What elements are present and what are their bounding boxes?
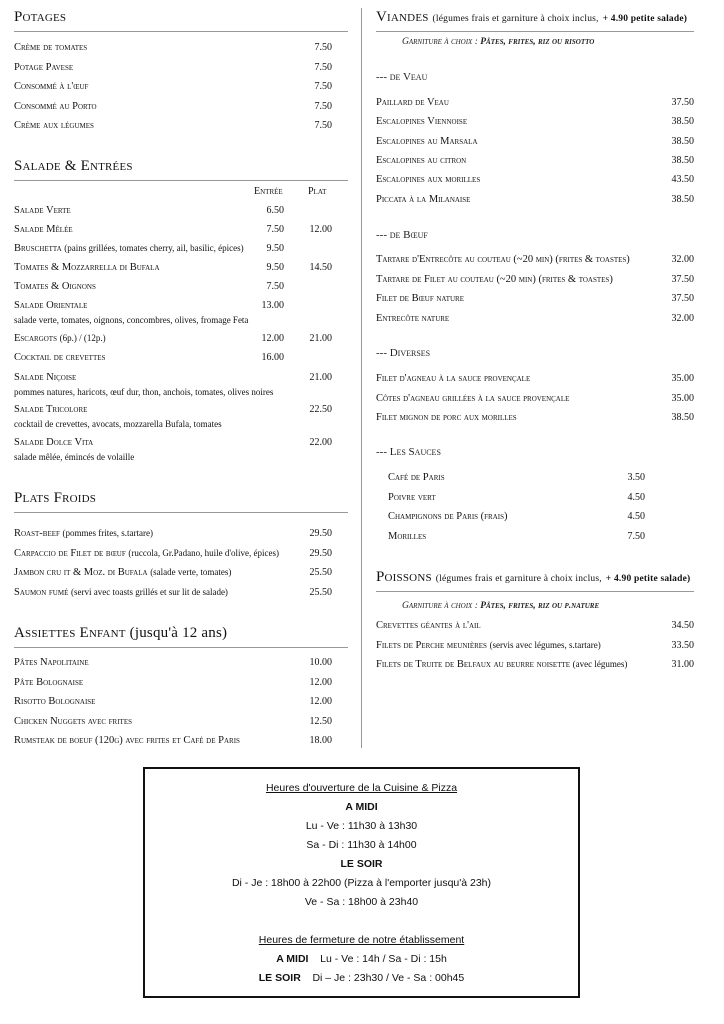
menu-item-label: Escalopines au citron [376, 154, 467, 166]
soir-weekday-hours: Di - Je : 18h00 à 22h00 (Pizza à l'emporter jusqu'à 23h) [231, 877, 492, 889]
menu-item-price: 7.50 [314, 81, 332, 92]
menu-item-price: 3.50 [627, 472, 645, 483]
menu-item-label: Escalopines aux morilles [376, 174, 481, 186]
closing-hours-title: Heures de fermeture de notre établissement [258, 934, 465, 946]
menu-item-name [376, 313, 449, 324]
menu-item-label: Chicken Nuggets avec frites [14, 715, 133, 727]
menu-item-label: Risotto Bolognaise [14, 696, 96, 707]
salade-item-name [14, 224, 73, 235]
enfant-title-main: Assiettes Enfant [14, 625, 126, 641]
plats-froids-title: Plats Froids [14, 490, 97, 506]
menu-item-price: 29.50 [309, 547, 332, 559]
menu-item-label: Rumsteak de boeuf (120g) avec frites et Café de Paris [14, 735, 240, 746]
menu-item-label: Filets de Perche meunières [376, 639, 487, 651]
salade-item-name [14, 281, 96, 292]
enfant-title [14, 625, 227, 642]
menu-item-name [14, 101, 97, 112]
menu-item-label: Roast-beef [14, 528, 60, 539]
closing-soir-label: LE SOIR [258, 972, 301, 984]
salade-item-description: salade verte, tomates, oignons, concombres, olives, fromage Feta [14, 315, 249, 325]
salade-item-note: (6p.) / (12p.) [59, 333, 106, 343]
salade-price-entree: 12.00 [261, 333, 284, 344]
menu-item-name [376, 174, 480, 185]
menu-item-price: 25.50 [309, 586, 332, 598]
menu-item-price: 25.50 [309, 567, 332, 578]
menu-item-price: 12.00 [309, 696, 332, 707]
menu-item-name [14, 548, 279, 559]
menu-item-label: Piccata à la Milanaise [376, 193, 471, 205]
menu-item-name [376, 155, 466, 166]
menu-item-label: Tartare de Filet au couteau (~20 min) (frites & toastes) [376, 273, 613, 285]
viandes-title [376, 9, 687, 26]
salade-price-plat: 21.00 [309, 333, 332, 344]
menu-item-price: 4.50 [627, 491, 645, 503]
menu-item-name [14, 696, 95, 707]
midi-label: A MIDI [345, 801, 378, 813]
salades-title: Salade & Entrées [14, 158, 133, 174]
menu-item-price: 38.50 [671, 412, 694, 423]
salade-item-name [14, 262, 160, 273]
menu-item-label: Escalopines au Marsala [376, 135, 478, 147]
menu-item-note: (ruccola, Gr.Padano, huile d'olive, épices) [128, 547, 279, 558]
boeuf-heading: --- de Bœuf [376, 229, 428, 241]
menu-item-name [376, 659, 627, 670]
viandes-title-main: Viandes [376, 9, 429, 25]
menu-item-label: Carpaccio de Filet de bœuf [14, 547, 126, 559]
menu-item-name [376, 274, 613, 285]
menu-item-name [376, 194, 470, 205]
menu-item-label: Crevettes géantes à l'ail [376, 620, 481, 631]
menu-item-label: Morilles [388, 530, 427, 542]
salades-rule [14, 180, 348, 181]
salade-item-name [14, 333, 106, 344]
menu-item-note: (servi avec toasts grillés et sur lit de salade) [70, 586, 228, 597]
sauces-heading: --- Les Sauces [376, 446, 441, 458]
menu-item-name [14, 677, 83, 688]
menu-item-name [14, 120, 94, 131]
salade-item-label: Salade Orientale [14, 300, 88, 311]
menu-item-name [376, 373, 530, 384]
salade-item-name [14, 372, 76, 383]
menu-item-name [376, 116, 467, 127]
salade-item-name [14, 404, 87, 415]
menu-item-label: Café de Paris [388, 472, 445, 483]
salade-item-description: cocktail de crevettes, avocats, mozzarella Bufala, tomates [14, 419, 222, 429]
salade-item-label: Escargots [14, 333, 57, 344]
menu-item-price: 38.50 [671, 135, 694, 147]
menu-item-name [14, 567, 231, 578]
menu-item-price: 32.00 [671, 254, 694, 265]
menu-item-label: Consommé à l'œuf [14, 81, 89, 92]
col-entree-header: Entrée [254, 186, 283, 197]
menu-item-label: Crème aux légumes [14, 120, 94, 131]
col-plat-header: Plat [308, 186, 327, 197]
menu-item-note: (avec légumes) [572, 659, 628, 669]
salade-item-name [14, 437, 93, 448]
salade-price-entree: 7.50 [266, 281, 284, 292]
menu-item-price: 7.50 [314, 100, 332, 112]
opening-hours-title: Heures d'ouverture de la Cuisine & Pizza [265, 782, 458, 794]
salade-item-label: Salade Tricolore [14, 404, 88, 415]
salade-price-plat: 22.00 [309, 437, 332, 448]
poissons-subtitle-bold: + 4.90 petite salade) [605, 574, 691, 584]
menu-item-label: Jambon cru it & Moz. di Bufala [14, 567, 148, 578]
enfant-title-suffix: (jusqu'à 12 ans) [129, 625, 228, 641]
salade-price-plat: 14.50 [309, 262, 332, 273]
soir-weekend-hours: Ve - Sa : 18h00 à 23h40 [304, 896, 419, 908]
salade-item-label: Tomates & Oignons [14, 281, 96, 292]
poissons-title-main: Poissons [376, 569, 432, 585]
plats-froids-rule [14, 512, 348, 513]
poissons-title [376, 569, 690, 586]
menu-item-name [376, 254, 630, 265]
salade-item-label: Salade Dolce Vita [14, 437, 94, 448]
menu-item-name [376, 640, 601, 651]
menu-item-price: 7.50 [314, 61, 332, 73]
menu-item-price: 38.50 [671, 116, 694, 128]
menu-item-label: Côtes d'agneau grillées à la sauce provençale [376, 392, 570, 404]
menu-item-label: Filet de Bœuf nature [376, 293, 464, 304]
salade-item-description: salade mêlée, émincés de volaille [14, 452, 135, 462]
midi-weekend-hours: Sa - Di : 11h30 à 14h00 [306, 839, 417, 851]
salade-item-name [14, 243, 244, 254]
menu-item-price: 35.00 [671, 392, 694, 404]
opening-hours-box [143, 767, 580, 998]
menu-item-name [376, 393, 569, 404]
salade-item-label: Cocktail de crevettes [14, 352, 106, 363]
menu-item-price: 37.50 [671, 293, 694, 304]
salade-item-name [14, 205, 71, 216]
salade-price-entree: 6.50 [266, 205, 284, 216]
salade-price-plat: 21.00 [309, 372, 332, 383]
viandes-garniture-options: Pâtes, frites, riz ou risotto [480, 37, 595, 47]
veau-heading: --- de Veau [376, 71, 428, 83]
menu-item-label: Escalopines Viennoise [376, 116, 468, 128]
menu-item-name [376, 97, 449, 108]
soir-label: LE SOIR [340, 858, 383, 870]
salade-item-label: Tomates & Mozzarrella di Bufala [14, 262, 160, 273]
salade-item-note: (pains grillées, tomates cherry, ail, basilic, épices) [64, 243, 244, 253]
menu-item-label: Pâtes Napolitaine [14, 657, 89, 668]
closing-midi [145, 953, 578, 965]
poissons-subtitle: (légumes frais et garniture à choix inclus, [435, 574, 602, 584]
salade-item-label: Salade Mêlée [14, 224, 73, 235]
menu-item-name [388, 492, 436, 503]
menu-item-price: 32.00 [671, 312, 694, 324]
menu-item-price: 7.50 [314, 42, 332, 53]
closing-midi-label: A MIDI [276, 953, 309, 965]
menu-item-name [14, 528, 153, 539]
menu-item-label: Filet mignon de porc aux morilles [376, 412, 517, 423]
menu-item-label: Paillard de Veau [376, 97, 449, 108]
viandes-subtitle: (légumes frais et garniture à choix inclus, [432, 14, 599, 24]
menu-item-label: Champignons de Paris (frais) [388, 511, 508, 522]
potages-title: Potages [14, 9, 67, 25]
menu-item-price: 37.50 [671, 97, 694, 108]
menu-item-label: Saumon fumé [14, 586, 69, 598]
menu-item-name [14, 42, 87, 53]
salade-price-entree: 7.50 [266, 224, 284, 235]
salade-item-name [14, 352, 105, 363]
salade-item-label: Salade Verte [14, 205, 71, 216]
menu-item-price: 33.50 [671, 639, 694, 651]
viandes-garniture [402, 37, 594, 47]
menu-item-name [14, 735, 240, 746]
column-divider [361, 8, 362, 748]
closing-soir-hours: Di – Je : 23h30 / Ve - Sa : 00h45 [312, 972, 465, 984]
menu-item-label: Potage Pavese [14, 61, 74, 73]
salade-item-label: Salade Niçoise [14, 372, 77, 383]
menu-item-price: 12.00 [309, 676, 332, 688]
menu-item-name [14, 716, 132, 727]
menu-item-price: 38.50 [671, 154, 694, 166]
salade-item-name [14, 300, 87, 311]
salade-price-entree: 9.50 [266, 262, 284, 273]
poissons-garniture [402, 601, 599, 611]
midi-weekday-hours: Lu - Ve : 11h30 à 13h30 [305, 820, 418, 832]
menu-item-name [388, 511, 508, 522]
poissons-rule [376, 591, 694, 592]
menu-item-price: 38.50 [671, 193, 694, 205]
menu-item-name [376, 293, 464, 304]
menu-item-price: 7.50 [314, 120, 332, 131]
menu-item-name [14, 657, 89, 668]
salade-price-plat: 22.50 [309, 404, 332, 415]
menu-item-price: 37.50 [671, 273, 694, 285]
menu-item-name [14, 81, 88, 92]
menu-item-label: Filets de Truite de Belfaux au beurre noisette [376, 659, 571, 670]
menu-item-note: (pommes frites, s.tartare) [62, 528, 153, 538]
enfant-rule [14, 647, 348, 648]
menu-item-name [14, 587, 228, 598]
menu-item-name [376, 620, 481, 631]
menu-item-price: 43.50 [671, 174, 694, 186]
menu-item-price: 31.00 [671, 659, 694, 670]
menu-item-name [376, 412, 517, 423]
menu-item-label: Tartare d'Entrecôte au couteau (~20 min) (frites & toastes) [376, 254, 630, 265]
viandes-garniture-label: Garniture à choix : [402, 37, 478, 47]
menu-item-name [14, 62, 73, 73]
menu-item-label: Poivre vert [388, 491, 436, 503]
menu-item-price: 12.50 [309, 715, 332, 727]
menu-item-price: 34.50 [671, 620, 694, 631]
viandes-rule [376, 31, 694, 32]
menu-item-label: Crème de tomates [14, 42, 88, 53]
salade-price-entree: 13.00 [261, 300, 284, 311]
closing-midi-hours: Lu - Ve : 14h / Sa - Di : 15h [320, 953, 447, 965]
menu-item-price: 10.00 [309, 657, 332, 668]
poissons-garniture-label: Garniture à choix : [402, 601, 478, 611]
salade-price-entree: 16.00 [261, 352, 284, 363]
menu-item-label: Consommé au Porto [14, 100, 97, 112]
potages-rule [14, 31, 348, 32]
salade-item-label: Bruschetta [14, 243, 62, 254]
poissons-garniture-options: Pâtes, frites, riz ou p.nature [480, 601, 600, 611]
menu-item-name [388, 531, 426, 542]
menu-item-price: 18.00 [309, 735, 332, 746]
menu-item-label: Entrecôte nature [376, 312, 450, 324]
menu-item-note: (servis avec légumes, s.tartare) [489, 639, 601, 650]
menu-item-label: Pâte Bolognaise [14, 676, 84, 688]
viandes-subtitle-bold: + 4.90 petite salade) [602, 14, 688, 24]
menu-item-name [376, 136, 478, 147]
menu-item-price: 29.50 [309, 528, 332, 539]
menu-item-label: Filet d'agneau à la sauce provençale [376, 373, 531, 384]
menu-item-note: (salade verte, tomates) [150, 567, 232, 577]
menu-item-price: 35.00 [671, 373, 694, 384]
salade-price-plat: 12.00 [309, 224, 332, 235]
salade-item-description: pommes natures, haricots, œuf dur, thon, anchois, tomates, olives noires [14, 387, 274, 397]
diverses-heading: --- Diverses [376, 347, 431, 359]
closing-soir [145, 972, 578, 984]
salade-price-entree: 9.50 [266, 243, 284, 254]
menu-item-name [388, 472, 445, 483]
menu-item-price: 4.50 [627, 511, 645, 522]
menu-item-price: 7.50 [627, 530, 645, 542]
